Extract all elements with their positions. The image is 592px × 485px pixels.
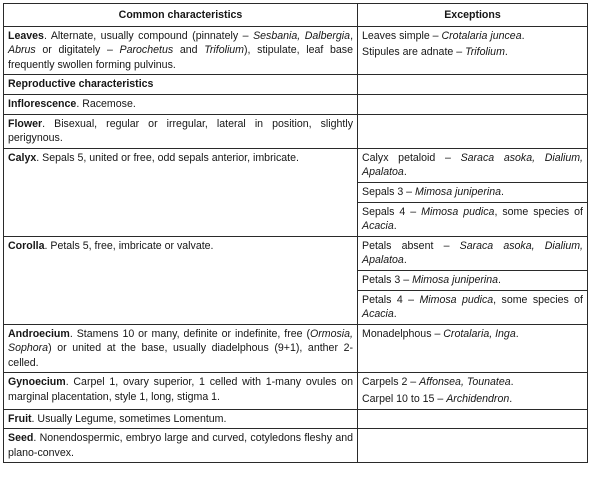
fruit-common: Fruit. Usually Legume, sometimes Lomentum. [4,409,358,429]
row-leaves [4,26,588,75]
gynoecium-exceptions [358,373,588,409]
row-corolla [4,236,588,324]
exception-item: Carpels 2 – Affonsea, Tounatea. [362,376,514,389]
exception-item: Calyx petaloid – Saraca asoka, Dialium, Apalatoa. [362,151,583,179]
row-gynoecium [4,373,588,409]
inflorescence-exceptions [358,94,588,114]
exception-item: Leaves simple – Crotalaria juncea. [362,29,525,42]
exception-item: Carpel 10 to 15 – Archidendron. [362,393,513,406]
reproductive-heading: Reproductive characteristics [4,75,358,95]
leaves-common: Leaves. Alternate, usually compound (pinnately – Sesbania, Dalbergia, Abrus or digitately – Parochetus and Trifolium), stipulate, leaf base frequently swollen forming pulvinus. [4,26,358,75]
exception-item: Petals 3 – Mimosa juniperina. [358,270,587,288]
leaves-exceptions [358,26,588,75]
exception-item: Sepals 3 – Mimosa juniperina. [358,182,587,200]
characteristics-table [3,3,588,463]
row-reproductive-heading [4,75,588,95]
flower-common: Flower. Bisexual, regular or irregular, lateral in position, slightly perigynous. [4,114,358,148]
row-flower [4,114,588,148]
flower-exceptions [358,114,588,148]
header-exceptions: Exceptions [358,4,588,27]
row-inflorescence [4,94,588,114]
calyx-common: Calyx. Sepals 5, united or free, odd sepals anterior, imbricate. [4,148,358,236]
exception-item: Sepals 4 – Mimosa pudica, some species of Acacia. [358,202,587,234]
reproductive-empty [358,75,588,95]
seed-exceptions [358,429,588,463]
exception-item: Stipules are adnate – Trifolium. [362,46,508,59]
row-fruit [4,409,588,429]
row-calyx [4,148,588,236]
corolla-exceptions [358,236,588,324]
row-seed [4,429,588,463]
corolla-common: Corolla. Petals 5, free, imbricate or valvate. [4,236,358,324]
calyx-exceptions [358,148,588,236]
inflorescence-common: Inflorescence. Racemose. [4,94,358,114]
fruit-exceptions [358,409,588,429]
exception-item: Monadelphous – Crotalaria, Inga. [362,327,519,340]
header-common: Common characteristics [4,4,358,27]
androecium-exceptions [358,324,588,373]
gynoecium-common: Gynoecium. Carpel 1, ovary superior, 1 celled with 1-many ovules on marginal placentation, style 1, long, stigma 1. [4,373,358,409]
exception-item: Petals absent – Saraca asoka, Dialium, Apalatoa. [362,239,583,267]
term: Leaves [8,29,44,42]
exception-item: Petals 4 – Mimosa pudica, some species of Acacia. [358,290,587,322]
seed-common: Seed. Nonendospermic, embryo large and curved, cotyledons fleshy and plano-convex. [4,429,358,463]
row-androecium [4,324,588,373]
androecium-common: Androecium. Stamens 10 or many, definite or indefinite, free (Ormosia, Sophora) or united at the base, usually diadelphous (9+1), anther 2-celled. [4,324,358,373]
header-row [4,4,588,27]
